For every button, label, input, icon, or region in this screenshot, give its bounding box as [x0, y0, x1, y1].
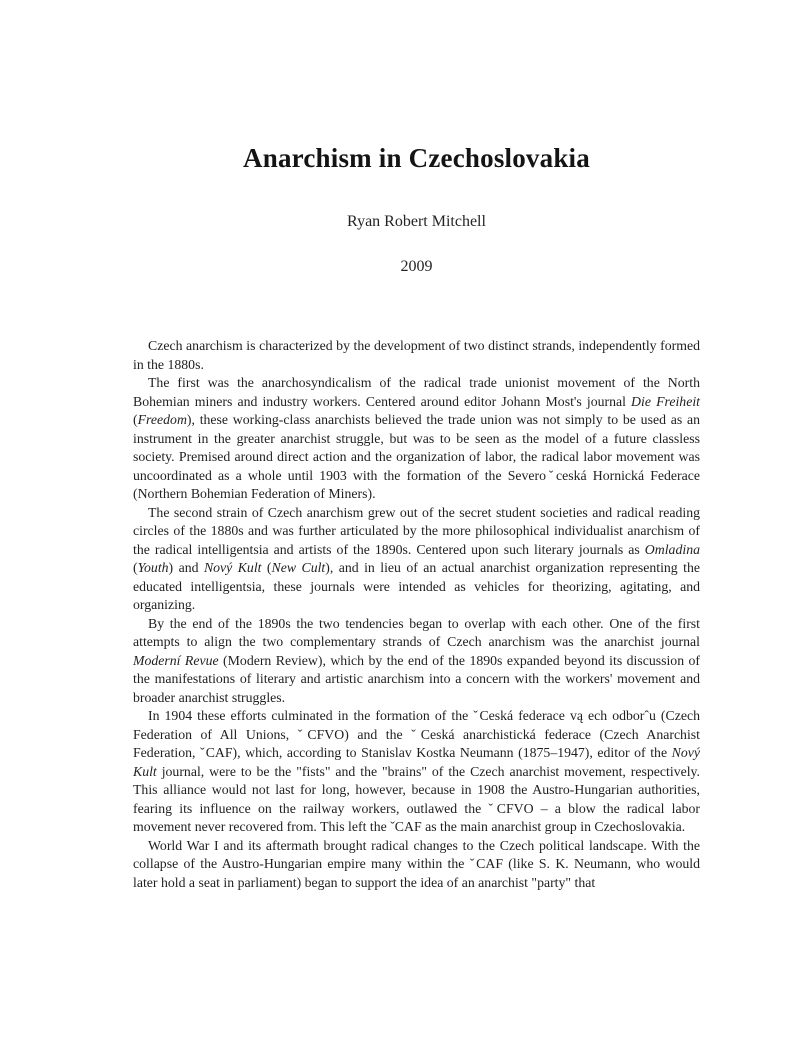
italic-text-run: Freedom — [137, 412, 187, 427]
text-run: (Modern Review), which by the end of the 1890s expanded beyond its discussion of the manifestations of literary and artistic anarchism into a concern with the workers' movement and broader anarchist struggles. — [133, 652, 700, 705]
italic-text-run: Omladina — [644, 541, 700, 557]
italic-text-run: Nový Kult — [203, 560, 262, 575]
text-run: By the end of the 1890s the two tendencies began to overlap with each other. One of the first attempts to align the two complementary strands of Czech anarchism was the anarchist journal — [133, 615, 700, 649]
text-run: ) and — [168, 560, 204, 575]
text-run: ), these working-class anarchists believed the trade union was not simply to be used as an instrument in the greater anarchist struggle, but was to be seen as the model of a future classless society. Premised around direct action and the organization of labor, the radical labor movement was uncoordinated as a whole until 1903 with the formation of the Severoˇceská Hornická Federace (Northern Bohemian Federation of Miners). — [133, 412, 700, 501]
text-run: ), and in lieu of an actual anarchist organization representing the educated intelligentsia, these journals were intended as vehicles for theorizing, agitating, and organizing. — [133, 560, 700, 612]
italic-text-run: Youth — [137, 560, 169, 575]
text-run: Czech anarchism is characterized by the development of two distinct strands, independently formed in the 1880s. — [133, 338, 700, 372]
paragraph — [133, 337, 700, 374]
paragraph — [133, 615, 700, 708]
text-run: ( — [133, 412, 138, 427]
text-run: ( — [261, 560, 272, 575]
paragraph — [133, 707, 700, 837]
italic-text-run: Moderní Revue — [133, 652, 219, 668]
text-run: The second strain of Czech anarchism grew out of the secret student societies and radical reading circles of the 1880s and was further articulated by the more philosophical individualist anarchism of the radical intelligentsia and artists of the 1890s. Centered upon such literary journals as — [133, 504, 700, 557]
paragraph — [133, 504, 700, 615]
text-run: ( — [133, 560, 138, 575]
text-run: In 1904 these efforts culminated in the formation of the ˇCeská federace vą ech odborˆu (Czech Federation of All Unions, ˇCFVO) and the ˇCeská anarchistická federace (Czech Anarchist Federation, ˇCAF), which, according to Stanislav Kostka Neumann (1875–1947), editor of the — [133, 708, 700, 760]
text-run: journal, were to be the "fists" and the "brains" of the Czech anarchist movement, respectively. This alliance would not last for long, however, because in 1908 the Austro-Hungarian authorities, fearing its influence on the railway workers, outlawed the ˇCFVO – a blow the radical labor movement never recovered from. This left the ˇCAF as the main anarchist group in Czechoslovakia. — [133, 763, 700, 834]
document-body — [133, 337, 700, 892]
italic-text-run: Die Freiheit — [631, 393, 700, 409]
paragraph — [133, 374, 700, 504]
italic-text-run: Nový Kult — [133, 745, 700, 779]
page-title: Anarchism in Czechoslovakia — [243, 143, 590, 173]
text-run: The first was the anarchosyndicalism of the radical trade unionist movement of the North Bohemian miners and industry workers. Centered around editor Johann Most's journal — [133, 375, 700, 409]
text-run: World War I and its aftermath brought radical changes to the Czech political landscape. With the collapse of the Austro-Hungarian empire many within the ˇCAF (like S. K. Neumann, who would later hold a seat in parliament) began to support the idea of an anarchist "party" that — [133, 837, 700, 890]
document-author: Ryan Robert Mitchell — [347, 213, 486, 230]
paragraph — [133, 837, 700, 893]
document-date: 2009 — [400, 258, 433, 275]
italic-text-run: New Cult — [271, 560, 326, 575]
